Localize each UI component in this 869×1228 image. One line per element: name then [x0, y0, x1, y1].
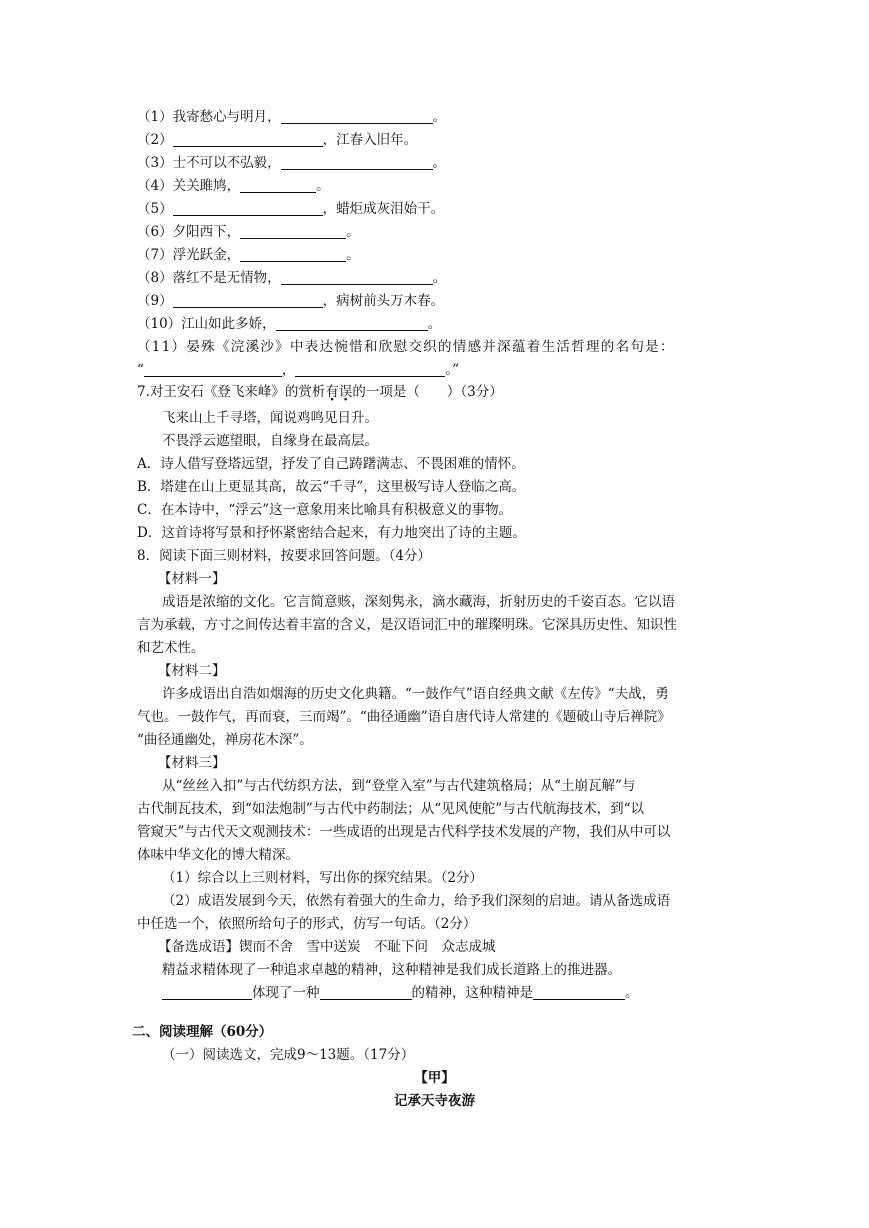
answer-blank[interactable] [320, 985, 412, 1000]
fill-item-2: （2） ，江春入旧年。 [137, 132, 418, 148]
fill-item-7: （7）浮光跃金， 。 [137, 247, 360, 263]
poem-line-1: 飞来山上千寻塔，闻说鸡鸣见日升。 [162, 410, 378, 426]
sub-question-2: （2）成语发展到今天，依然有着强大的生命力，给予我们深刻的启迪。请从备选成语 [162, 893, 671, 909]
material-1-title: 【材料一】 [158, 571, 226, 587]
option-a[interactable]: A．诗人借写登塔远望，抒发了自己踌躇满志、不畏困难的情怀。 [137, 456, 525, 472]
fill-item-1: （1）我寄愁心与明月， 。 [137, 109, 447, 125]
sub-question-1: （1）综合以上三则材料，写出你的探究结果。（2分） [162, 870, 483, 886]
question-7: 7.对王安石《登飞来峰》的赏析有误的一项是（ ）（3分） [137, 384, 503, 400]
material-3-line: 管窥天”与古代天文观测技术：一些成语的出现是古代科学技术发展的产物，我们从中可以 [137, 824, 671, 840]
fill-item-9: （9） ，病树前头万木春。 [137, 293, 445, 309]
idiom-options: 【备选成语】锲而不舍 雪中送炭 不耻下问 众志成城 [158, 939, 496, 955]
answer-blank[interactable] [240, 224, 346, 239]
fill-item-10: （10）江山如此多娇， 。 [137, 316, 442, 332]
material-3-title: 【材料三】 [158, 755, 226, 771]
answer-blank[interactable] [173, 201, 323, 216]
material-2-line: 许多成语出自浩如烟海的历史文化典籍。“一鼓作气”语自经典文献《左传》“夫战，勇 [162, 686, 669, 702]
fill-item-11-answer: “ ， 。” [137, 362, 460, 378]
option-d[interactable]: D．这首诗将写景和抒怀紧密结合起来，有力地突出了诗的主题。 [137, 525, 526, 541]
fill-item-11: （11）晏殊《浣溪沙》中表达惋惜和欣慰交织的情感并深蕴着生活哲理的名句是： [137, 339, 675, 355]
passage-label: 【甲】 [414, 1070, 455, 1086]
answer-blank[interactable] [276, 316, 428, 331]
imitation-line: 体现了一种 的精神，这种精神是 。 [162, 983, 639, 1003]
material-3-line: 从“丝丝入扣”与古代纺织方法，到“登堂入室”与古代建筑格局；从“土崩瓦解”与 [162, 778, 636, 794]
answer-blank[interactable] [173, 293, 323, 308]
material-1-line: 和艺术性。 [137, 640, 205, 656]
material-2-line: 气也。一鼓作气，再而衰，三而竭”。“曲径通幽”语自唐代诗人常建的《题破山寺后禅院》 [137, 709, 671, 725]
option-b[interactable]: B．塔建在山上更显其高，故云“千寻”，这里极写诗人登临之高。 [137, 479, 526, 495]
example-sentence: 精益求精体现了一种追求卓越的精神，这种精神是我们成长道路上的推进器。 [162, 962, 621, 978]
answer-blank[interactable] [240, 247, 346, 262]
answer-blank[interactable] [281, 155, 433, 170]
fill-item-4: （4）关关雎鸠， 。 [137, 178, 330, 194]
material-1-line: 言为承载，方寸之间传达着丰富的含义，是汉语词汇中的璀璨明珠。它深具历史性、知识性 [137, 617, 677, 633]
material-2-title: 【材料二】 [158, 663, 226, 679]
section-2-title: 二、阅读理解（60分） [132, 1024, 273, 1040]
answer-blank[interactable] [173, 132, 323, 147]
section-2-subtitle: （一）阅读选文，完成9～13题。（17分） [162, 1047, 415, 1063]
answer-blank[interactable] [533, 985, 625, 1000]
answer-blank[interactable] [281, 109, 433, 124]
option-c[interactable]: C．在本诗中，“浮云”这一意象用来比喻具有积极意义的事物。 [137, 502, 513, 518]
passage-title: 记承天寺夜游 [394, 1093, 475, 1109]
material-1-line: 成语是浓缩的文化。它言简意赅，深刻隽永，滴水藏海，折射历史的千姿百态。它以语 [162, 594, 675, 610]
answer-blank[interactable] [281, 270, 433, 285]
fill-item-3: （3）士不可以不弘毅， 。 [137, 155, 447, 171]
answer-blank[interactable] [240, 178, 316, 193]
material-3-line: 古代制瓦技术，到“如法炮制”与古代中药制法；从“见风使舵”与古代航海技术，到“以 [137, 801, 645, 817]
poem-line-2: 不畏浮云遮望眼，自缘身在最高层。 [162, 433, 378, 449]
question-8: 8．阅读下面三则材料，按要求回答问题。（4分） [137, 548, 431, 564]
material-2-line: “曲径通幽处，禅房花木深”。 [137, 732, 313, 748]
answer-blank[interactable] [144, 362, 282, 377]
material-3-line: 体味中华文化的博大精深。 [137, 847, 299, 863]
sub-question-2-cont: 中任选一个，依照所给句子的形式，仿写一句话。（2分） [137, 916, 477, 932]
fill-item-6: （6）夕阳西下， 。 [137, 224, 360, 240]
answer-blank[interactable] [162, 985, 252, 1000]
fill-item-5: （5） ，蜡炬成灰泪始干。 [137, 201, 445, 217]
answer-blank[interactable] [295, 362, 445, 377]
fill-item-8: （8）落红不是无情物， 。 [137, 270, 447, 286]
